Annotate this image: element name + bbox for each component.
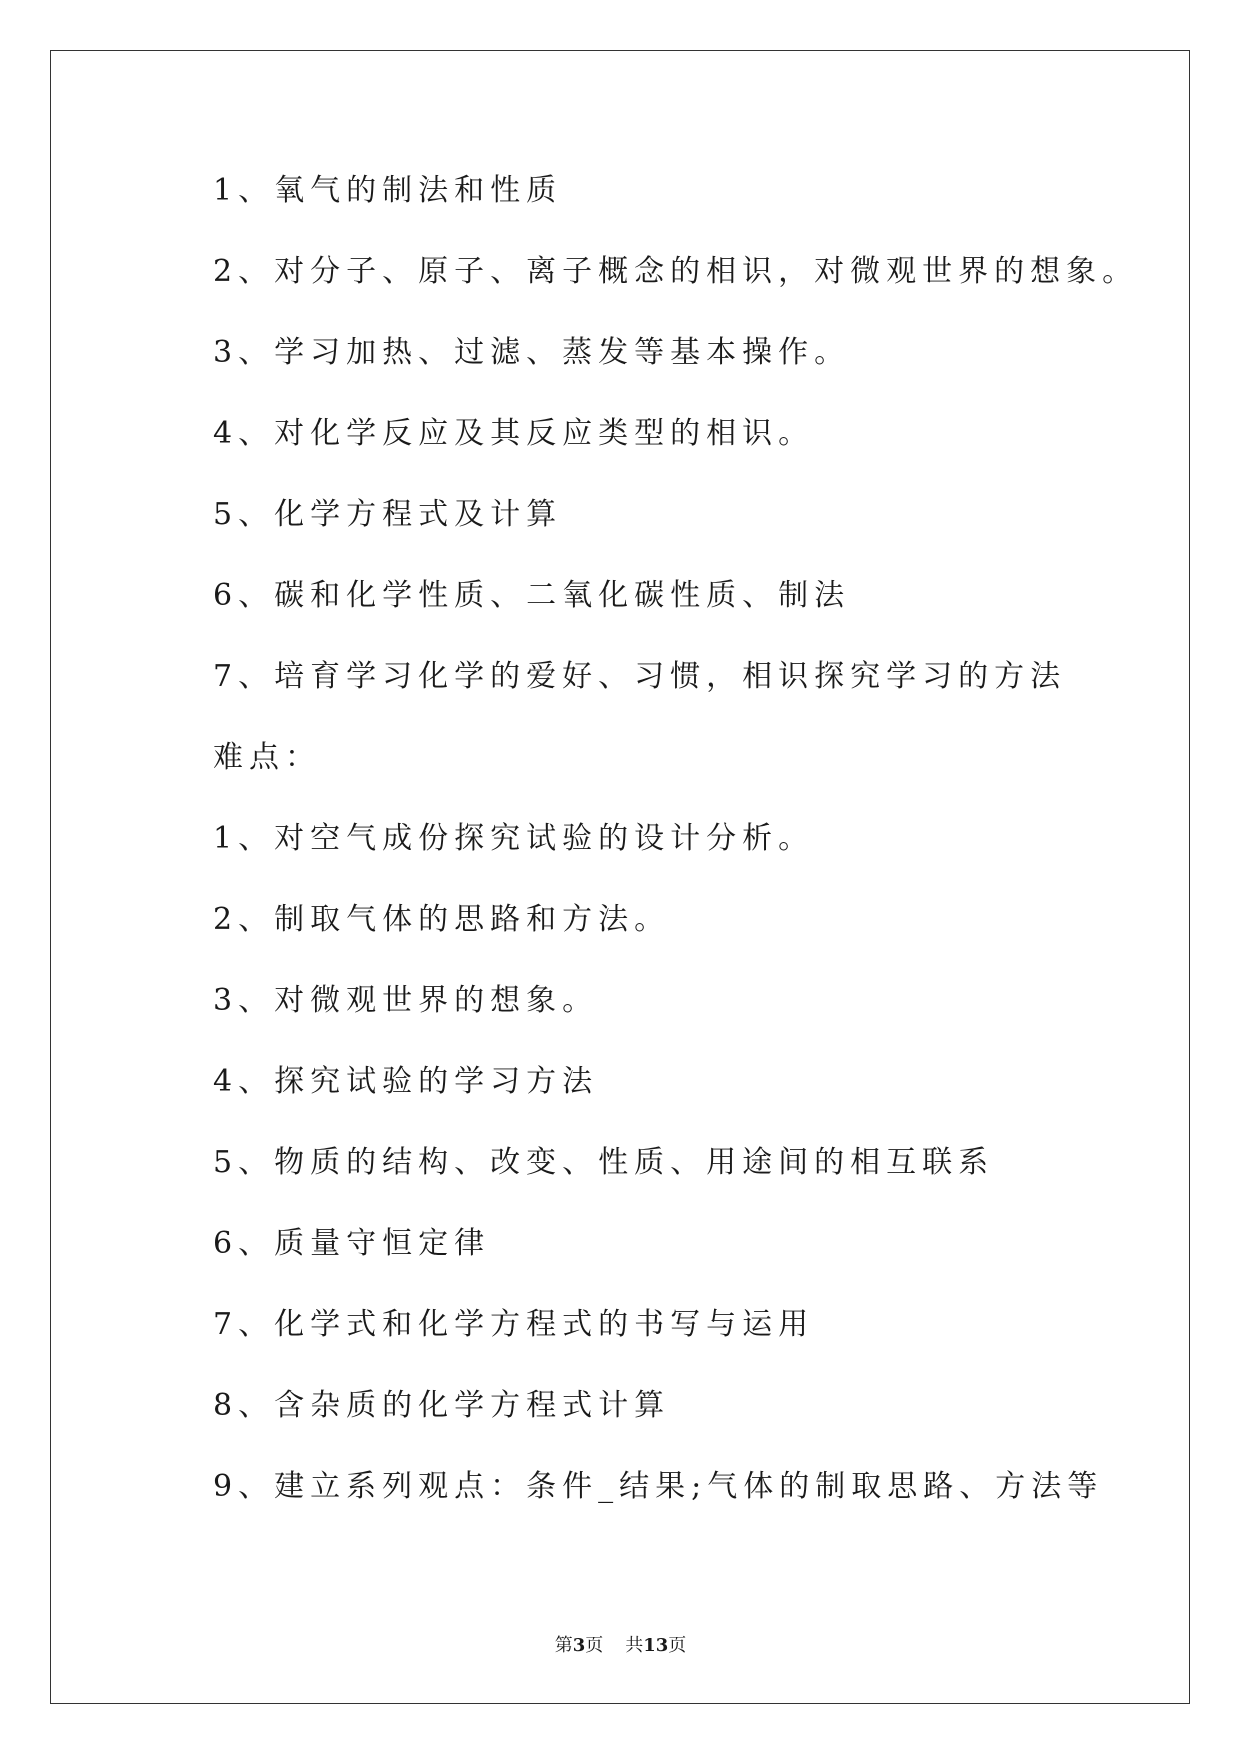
text-line: 8、含杂质的化学方程式计算 — [213, 1388, 671, 1423]
text-line: 5、物质的结构、改变、性质、用途间的相互联系 — [213, 1145, 995, 1180]
text-line: 6、碳和化学性质、二氧化碳性质、制法 — [213, 578, 851, 613]
total-pages: 13 — [643, 1635, 669, 1656]
page-number: 3 — [572, 1635, 586, 1656]
text-line: 2、对分子、原子、离子概念的相识，对微观世界的想象。 — [213, 254, 1139, 289]
text-line: 1、对空气成份探究试验的设计分析。 — [213, 821, 815, 856]
text-line: 1、氧气的制法和性质 — [213, 173, 563, 208]
section-heading: 难点： — [213, 740, 321, 775]
page-footer — [0, 1634, 1241, 1658]
total-suffix: 页 — [668, 1635, 687, 1656]
page-prefix: 第 — [554, 1635, 573, 1656]
text-line: 3、对微观世界的想象。 — [213, 983, 599, 1018]
document-body — [213, 170, 1139, 1547]
text-line: 3、学习加热、过滤、蒸发等基本操作。 — [213, 335, 851, 370]
text-line: 7、化学式和化学方程式的书写与运用 — [213, 1307, 815, 1342]
total-prefix: 共 — [625, 1635, 644, 1656]
text-line: 2、制取气体的思路和方法。 — [213, 902, 671, 937]
text-line: 4、对化学反应及其反应类型的相识。 — [213, 416, 815, 451]
page-suffix: 页 — [585, 1635, 604, 1656]
text-line: 4、探究试验的学习方法 — [213, 1064, 599, 1099]
text-line: 9、建立系列观点：条件_结果;气体的制取思路、方法等 — [213, 1469, 1104, 1504]
text-line: 7、培育学习化学的爱好、习惯，相识探究学习的方法 — [213, 659, 1067, 694]
text-line: 5、化学方程式及计算 — [213, 497, 563, 532]
text-line: 6、质量守恒定律 — [213, 1226, 491, 1261]
